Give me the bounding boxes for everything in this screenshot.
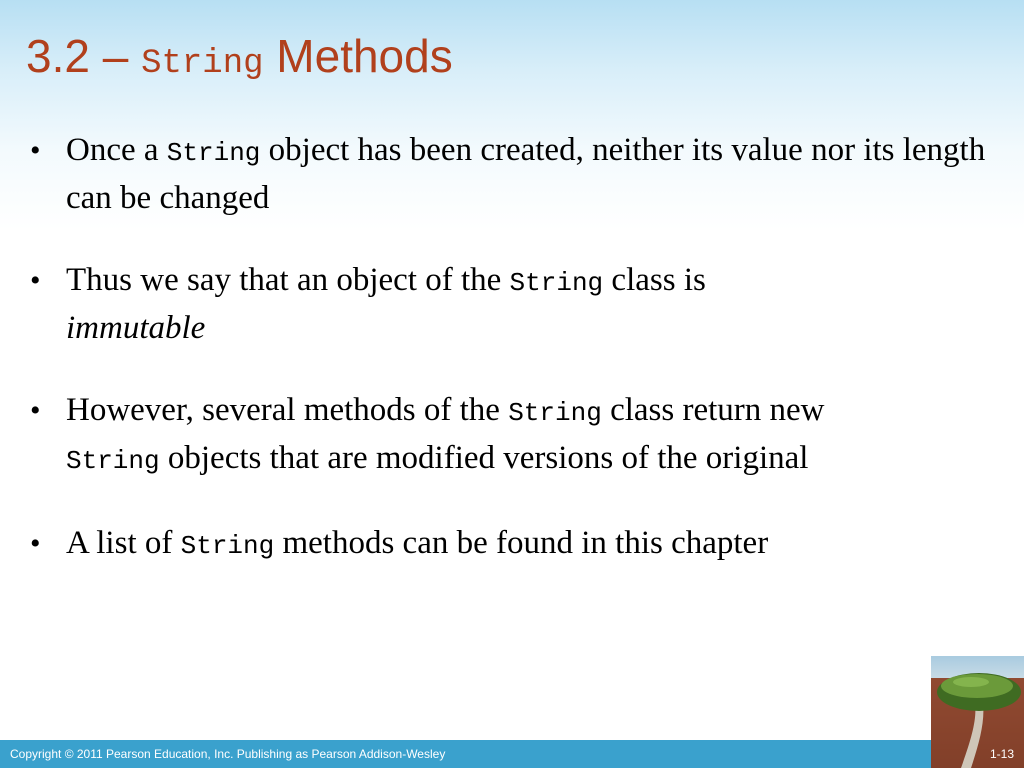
bullet-text: class return new xyxy=(601,392,825,428)
title-code: String xyxy=(141,45,264,83)
bullet-item-1 xyxy=(30,128,990,221)
slide-number: 1-13 xyxy=(989,747,1014,761)
bullet-marker: • xyxy=(30,394,41,427)
copyright-text: Copyright © 2011 Pearson Education, Inc. Publishing as Pearson Addison-Wesley xyxy=(10,747,446,761)
bullet-text: object has been created, neither its value nor its length can be changed xyxy=(66,132,986,216)
bullet-marker: • xyxy=(30,527,41,560)
emphasis-term: immutable xyxy=(66,310,206,346)
bullet-item-3 xyxy=(30,388,990,484)
footer-bar xyxy=(0,740,1024,768)
bullet-text: However, several methods of the xyxy=(66,392,509,428)
bullet-marker: • xyxy=(30,134,41,167)
bullet-item-2 xyxy=(30,258,990,351)
code-term: String xyxy=(180,531,275,561)
title-prefix: 3.2 – xyxy=(26,30,142,82)
bullet-text: Once a xyxy=(66,132,167,168)
bullet-item-4 xyxy=(30,521,990,569)
code-term: String xyxy=(508,398,602,428)
code-term: String xyxy=(509,268,604,298)
bullet-list xyxy=(30,128,990,606)
title-suffix: Methods xyxy=(263,30,453,82)
bullet-text: class is xyxy=(603,262,706,298)
bullet-text: Thus we say that an object of the xyxy=(66,262,510,298)
code-term: String xyxy=(66,446,160,476)
code-term: String xyxy=(166,138,261,168)
slide-title xyxy=(26,28,453,92)
bullet-marker: • xyxy=(30,264,41,297)
bullet-text: A list of xyxy=(66,525,181,561)
bullet-text: objects that are modified versions of the original xyxy=(159,440,809,476)
bullet-text: methods can be found in this chapter xyxy=(274,525,769,561)
